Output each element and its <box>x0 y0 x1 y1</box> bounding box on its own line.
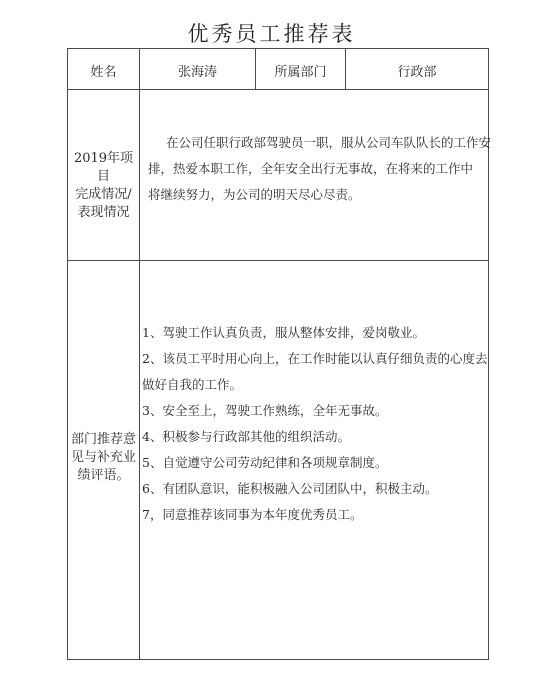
recommendation-item: 6、有团队意识，能积极融入公司团队中，积极主动。 <box>142 481 438 496</box>
recommendation-label-line: 部门推荐意 <box>70 432 136 447</box>
performance-text <box>148 130 491 208</box>
recommendation-label <box>68 431 139 485</box>
recommendation-label-line: 见与补充业 <box>70 450 136 465</box>
performance-label-line: 2019年项目 <box>73 151 134 184</box>
recommendation-item: 做好自我的工作。 <box>142 377 243 392</box>
recommendation-list <box>142 320 488 528</box>
row-divider-performance <box>67 260 489 261</box>
department-label: 所属部门 <box>274 65 327 80</box>
recommendation-item: 2、该员工平时用心向上，在工作时能以认真仔细负责的心度去 <box>142 351 488 366</box>
recommendation-item: 5、自觉遵守公司劳动纪律和各项规章制度。 <box>142 455 388 470</box>
department-value: 行政部 <box>397 65 437 80</box>
recommendation-item: 7，同意推荐该同事为本年度优秀员工。 <box>142 507 363 522</box>
recommendation-item: 1、驾驶工作认真负责，服从整体安排，爱岗敬业。 <box>142 325 425 340</box>
label-column-divider <box>139 48 140 660</box>
performance-label <box>68 150 139 222</box>
name-label: 姓名 <box>90 65 117 80</box>
performance-text-line: 排，热爱本职工作，全年安全出行无事故，在将来的工作中 <box>148 161 474 176</box>
row-divider-header <box>67 89 489 90</box>
performance-label-line: 完成情况/ <box>75 187 132 202</box>
performance-label-line: 表现情况 <box>77 205 130 220</box>
performance-text-line: 将继续努力，为公司的明天尽心尽责。 <box>148 187 361 202</box>
performance-text-line: 在公司任职行政部驾驶员一职，服从公司车队队长的工作安 <box>166 135 492 150</box>
name-value: 张海涛 <box>177 65 217 80</box>
recommendation-item: 4、积极参与行政部其他的组织活动。 <box>142 429 350 444</box>
recommendation-item: 3、安全至上，驾驶工作熟练，全年无事故。 <box>142 403 388 418</box>
recommendation-label-line: 绩评语。 <box>77 468 130 483</box>
form-title: 优秀员工推荐表 <box>187 22 356 46</box>
